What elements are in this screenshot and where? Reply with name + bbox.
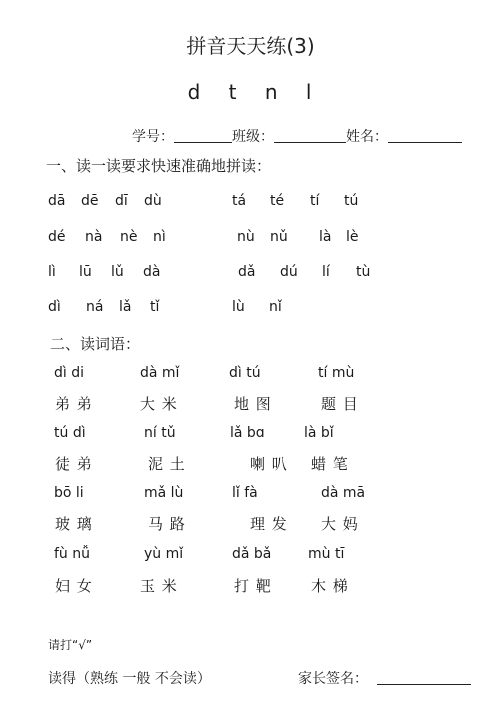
- syllable: dē: [81, 193, 99, 209]
- syllable: lǎ: [119, 299, 132, 315]
- name-label: 姓名：: [346, 129, 388, 145]
- class-label: 班级：: [232, 129, 274, 145]
- word-pinyin: tú dì: [54, 425, 86, 441]
- syllable: ná: [86, 299, 104, 315]
- syllable: lǔ: [111, 264, 124, 280]
- syllable: dú: [280, 264, 298, 280]
- word-chinese: 理 发: [250, 515, 288, 533]
- syllable: tí: [310, 193, 320, 209]
- letter-d: d: [187, 80, 203, 104]
- word-pinyin: dǎ bǎ: [232, 546, 272, 562]
- syllable: nà: [85, 229, 103, 245]
- parent-signature-field[interactable]: [377, 684, 471, 685]
- word-chinese: 弟 弟: [55, 395, 93, 413]
- word-pinyin: dì tú: [229, 365, 261, 381]
- word-chinese: 妇 女: [55, 577, 93, 595]
- syllable: dù: [144, 193, 162, 209]
- page-title: 拼音天天练(3): [186, 34, 315, 58]
- check-instruction: 请打“√”: [48, 638, 93, 652]
- syllable: dà: [143, 264, 161, 280]
- student-info-line: [132, 126, 462, 146]
- word-pinyin: dà mā: [321, 485, 366, 501]
- word-chinese: 马 路: [148, 515, 186, 533]
- syllable: nǔ: [270, 229, 288, 245]
- syllable: tǐ: [150, 299, 160, 315]
- syllable: dǎ: [238, 264, 256, 280]
- letter-t: t: [228, 80, 239, 104]
- word-pinyin: mǎ lù: [144, 485, 184, 501]
- syllable: nù: [237, 229, 255, 245]
- word-chinese: 木 梯: [311, 577, 349, 595]
- word-pinyin: mù tī: [308, 546, 345, 562]
- word-pinyin: bō li: [54, 485, 84, 501]
- syllable: nǐ: [269, 299, 282, 315]
- syllable: dì: [48, 299, 61, 315]
- word-pinyin: là bǐ: [304, 425, 334, 441]
- class-field[interactable]: [274, 130, 346, 143]
- letter-row: [0, 80, 501, 104]
- syllable: té: [270, 193, 285, 209]
- syllable: lè: [346, 229, 359, 245]
- word-chinese: 喇 叭: [250, 455, 288, 473]
- word-pinyin: yù mǐ: [144, 546, 184, 562]
- word-pinyin: ní tǔ: [144, 425, 176, 441]
- word-pinyin: dà mǐ: [140, 365, 180, 381]
- syllable: dé: [48, 229, 66, 245]
- syllable: lí: [322, 264, 330, 280]
- syllable: lù: [232, 299, 245, 315]
- word-chinese: 玉 米: [140, 577, 178, 595]
- word-chinese: 地 图: [234, 395, 272, 413]
- reading-level-options[interactable]: 读得（熟练 一般 不会读）: [48, 671, 211, 687]
- syllable: lì: [48, 264, 56, 280]
- student-no-field[interactable]: [174, 130, 232, 143]
- name-field[interactable]: [388, 130, 462, 143]
- word-pinyin: dì di: [54, 365, 85, 381]
- syllable: nè: [120, 229, 138, 245]
- word-chinese: 玻 璃: [55, 515, 93, 533]
- syllable: dī: [115, 193, 128, 209]
- word-chinese: 题 目: [321, 395, 359, 413]
- syllable: lū: [79, 264, 92, 280]
- letter-l: l: [305, 80, 314, 104]
- word-chinese: 打 靶: [234, 577, 272, 595]
- syllable: tá: [232, 193, 247, 209]
- word-pinyin: fù nǚ: [54, 546, 90, 562]
- syllable: tú: [344, 193, 359, 209]
- parent-signature-label: 家长签名：: [298, 671, 368, 687]
- syllable: dā: [48, 193, 66, 209]
- student-no-label: 学号：: [132, 129, 174, 145]
- word-chinese: 泥 土: [148, 455, 186, 473]
- section2-heading: 二、读词语：: [50, 335, 141, 353]
- word-pinyin: tí mù: [318, 365, 355, 381]
- word-chinese: 大 妈: [321, 515, 359, 533]
- word-pinyin: lǎ bɑ: [230, 425, 265, 441]
- word-chinese: 蜡 笔: [311, 455, 349, 473]
- word-chinese: 徒 弟: [55, 455, 93, 473]
- syllable: tù: [356, 264, 371, 280]
- syllable: là: [319, 229, 332, 245]
- section1-heading: 一、读一读要求快速准确地拼读：: [46, 157, 272, 175]
- letter-n: n: [264, 80, 280, 104]
- word-chinese: 大 米: [140, 395, 178, 413]
- word-pinyin: lǐ fà: [232, 485, 258, 501]
- syllable: nì: [153, 229, 166, 245]
